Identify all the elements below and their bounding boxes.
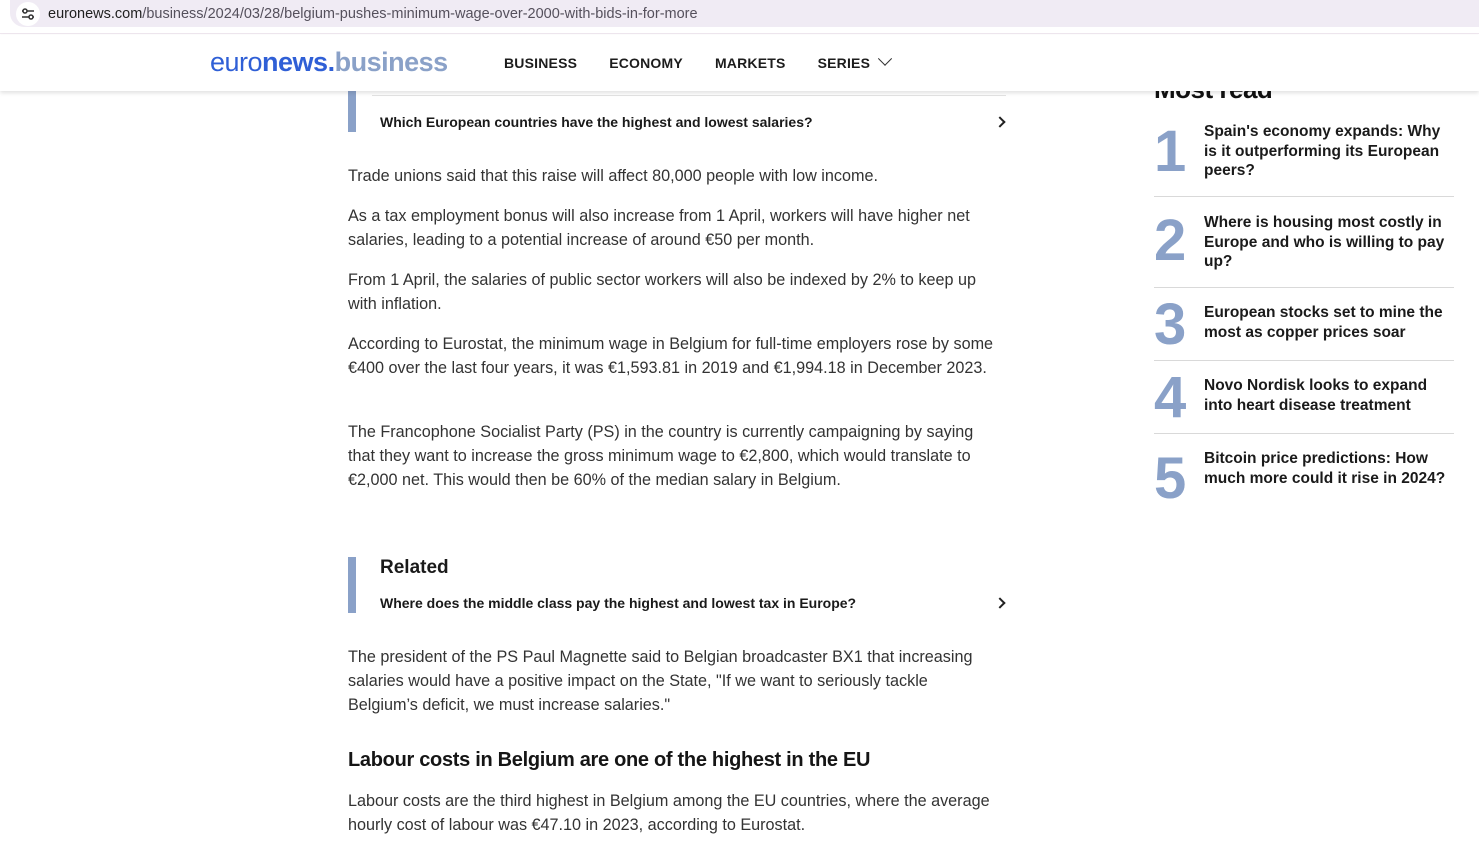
article-paragraph: According to Eurostat, the minimum wage in Belgium for full-time employers rose by some €400 over the last four years, it was €1,593.81 in 2019 and €1,994.18 in December 2023. xyxy=(348,335,994,377)
most-read-item[interactable] xyxy=(1154,361,1454,434)
rank-number: 4 xyxy=(1154,365,1187,430)
article-paragraph: The president of the PS Paul Magnette said to Belgian broadcaster BX1 that increasing salaries would have a positive impact on the State, "If we want to seriously tackle Belgium’s deficit, we must increase salaries." xyxy=(348,648,973,714)
related-box xyxy=(348,557,998,613)
most-read-link[interactable]: European stocks set to mine the most as copper prices soar xyxy=(1204,304,1443,341)
url-path: /business/2024/03/28/belgium-pushes-minimum-wage-over-2000-with-bids-in-for-more xyxy=(142,5,698,22)
most-read-item[interactable] xyxy=(1154,197,1454,288)
most-read-item[interactable] xyxy=(1154,120,1454,197)
article-paragraph: From 1 April, the salaries of public sector workers will also be indexed by 2% to keep up with inflation. xyxy=(348,271,977,313)
nav-series-label: SERIES xyxy=(817,55,871,71)
related-link-label: Where does the middle class pay the highest and lowest tax in Europe? xyxy=(380,595,857,611)
most-read-item[interactable] xyxy=(1154,288,1454,361)
related-title: Related xyxy=(380,557,449,578)
logo-euro: euro xyxy=(210,47,263,77)
article-paragraph: As a tax employment bonus will also increase from 1 April, workers will have higher net salaries, leading to a potential increase of around €50 per month. xyxy=(348,207,970,249)
article-paragraph: Trade unions said that this raise will affect 80,000 people with low income. xyxy=(348,167,878,185)
browser-address-bar xyxy=(0,0,1479,34)
nav-business[interactable]: BUSINESS xyxy=(504,55,578,71)
nav-series[interactable] xyxy=(818,55,891,71)
related-link-salaries[interactable] xyxy=(380,114,1006,130)
related-link-middle-class-tax[interactable] xyxy=(380,595,1006,611)
logo-business: business xyxy=(334,47,448,77)
rank-number: 1 xyxy=(1154,119,1187,184)
url-text[interactable] xyxy=(48,6,698,22)
nav-markets[interactable]: MARKETS xyxy=(714,55,786,71)
most-read-item[interactable] xyxy=(1154,434,1454,514)
most-read-link[interactable]: Spain's economy expands: Why is it outperforming its European peers? xyxy=(1204,123,1441,179)
site-settings-icon[interactable] xyxy=(16,2,40,26)
euronews-business-logo[interactable] xyxy=(210,47,448,78)
rank-number: 5 xyxy=(1154,446,1187,511)
nav-economy[interactable]: ECONOMY xyxy=(609,55,683,71)
related-box-top xyxy=(348,91,998,132)
section-heading: Labour costs in Belgium are one of the highest in the EU xyxy=(348,749,871,771)
most-read-link[interactable]: Bitcoin price predictions: How much more could it rise in 2024? xyxy=(1204,450,1446,487)
chevron-right-icon xyxy=(994,597,1005,608)
article-paragraph: Labour costs are the third highest in Belgium among the EU countries, where the average hourly cost of labour was €47.10 in 2023, according to Eurostat. xyxy=(348,792,990,834)
most-read-link[interactable]: Where is housing most costly in Europe and who is willing to pay up? xyxy=(1204,214,1445,270)
rank-number: 2 xyxy=(1154,208,1187,273)
site-header xyxy=(0,35,1479,91)
chevron-down-icon xyxy=(878,52,892,66)
url-field[interactable] xyxy=(10,0,1479,27)
article-paragraph: The Francophone Socialist Party (PS) in the country is currently campaigning by saying that they want to increase the gross minimum wage to €2,800, which would translate to €2,000 net. This would then be 60% of the median salary in Belgium. xyxy=(348,423,974,489)
most-read-link[interactable]: Novo Nordisk looks to expand into heart disease treatment xyxy=(1204,377,1428,414)
logo-news: news. xyxy=(262,47,335,77)
url-host: euronews.com xyxy=(48,5,143,22)
main-nav xyxy=(504,35,922,91)
chevron-right-icon xyxy=(994,116,1005,127)
related-link-label: Which European countries have the highest and lowest salaries? xyxy=(380,114,813,130)
divider xyxy=(372,95,1006,96)
rank-number: 3 xyxy=(1154,292,1187,357)
